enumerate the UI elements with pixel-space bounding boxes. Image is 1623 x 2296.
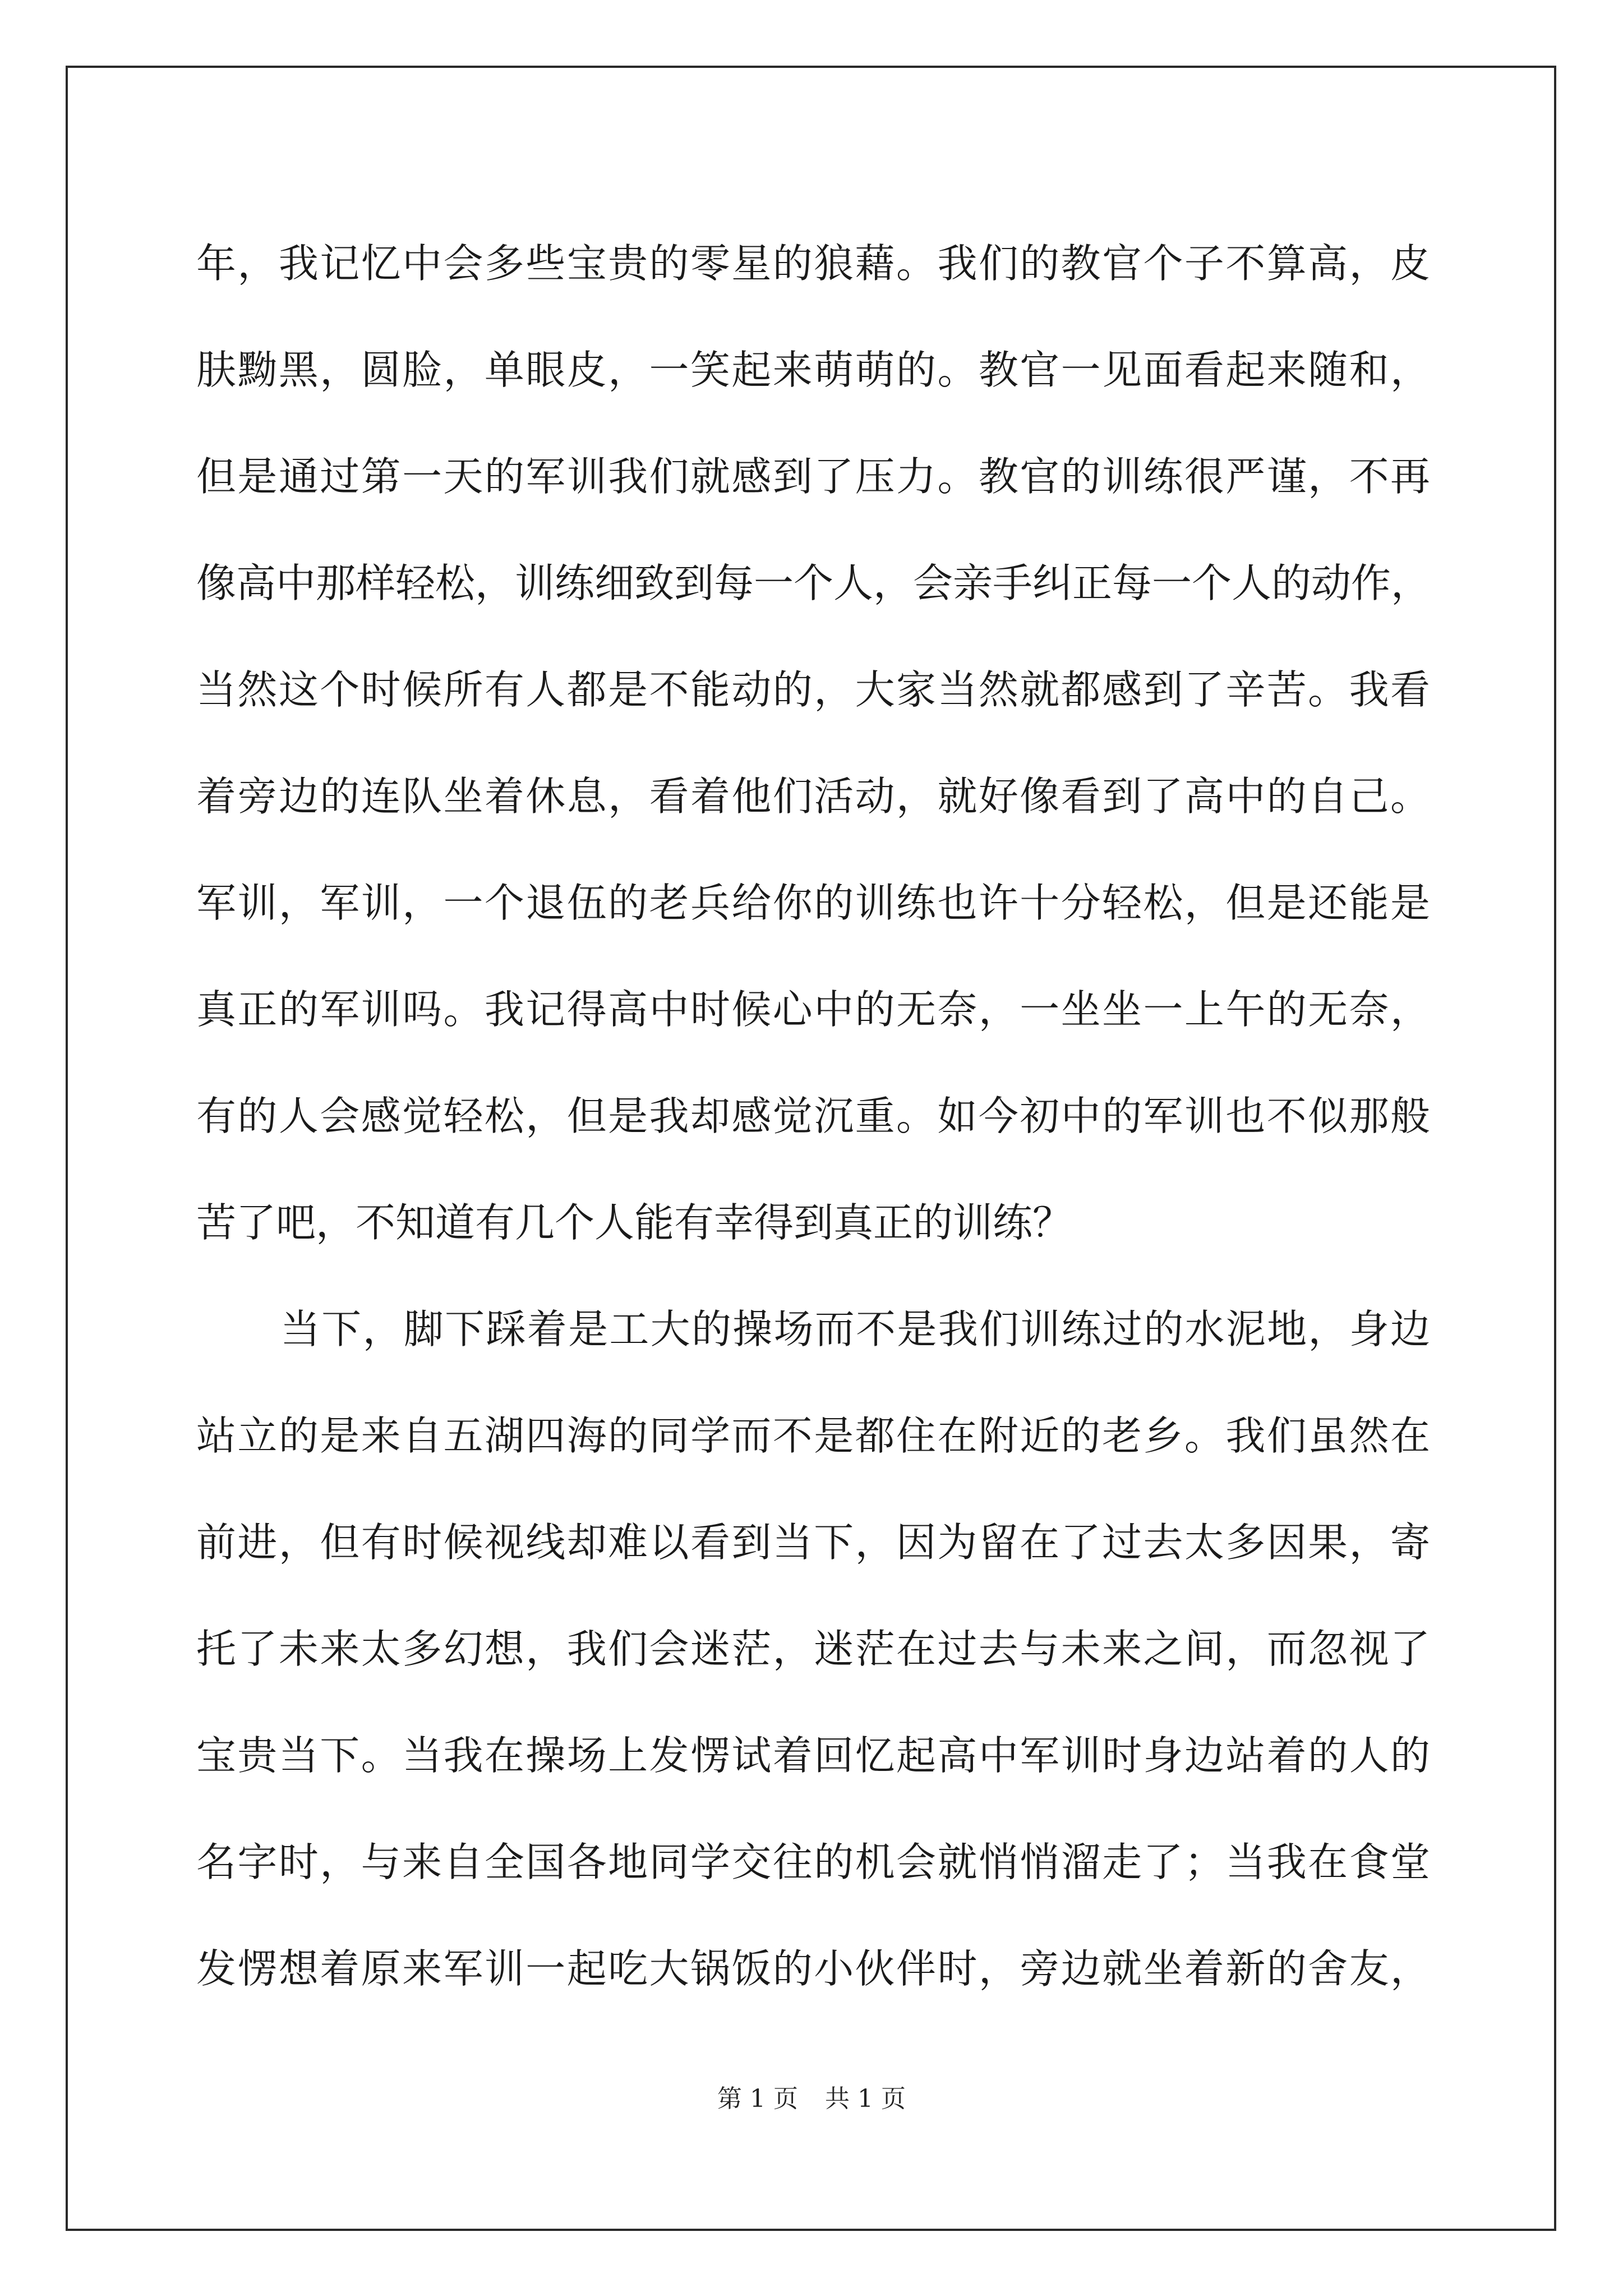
text-line: 当然这个时候所有人都是不能动的，大家当然就都感到了辛苦。我看 (196, 666, 1430, 713)
page-total: 共 1 页 (825, 2085, 906, 2113)
document-body (196, 210, 1430, 2022)
text-line: 肤黝黑，圆脸，单眼皮，一笑起来萌萌的。教官一见面看起来随和， (196, 347, 1430, 393)
paragraph-end-line: 苦了吧，不知道有几个人能有幸得到真正的训练？ (196, 1199, 1073, 1246)
text-line: 发愣想着原来军训一起吃大锅饭的小伙伴时，旁边就坐着新的舍友， (196, 1945, 1430, 1992)
text-line: 有的人会感觉轻松，但是我却感觉沉重。如今初中的军训也不似那般 (196, 1093, 1430, 1139)
text-line: 站立的是来自五湖四海的同学而不是都住在附近的老乡。我们虽然在 (196, 1412, 1430, 1459)
text-line: 真正的军训吗。我记得高中时候心中的无奈，一坐坐一上午的无奈， (196, 986, 1430, 1033)
text-line: 军训，军训，一个退伍的老兵给你的训练也许十分轻松，但是还能是 (196, 880, 1430, 926)
paragraph-start-line: 当下，脚下踩着是工大的操场而不是我们训练过的水泥地，身边 (280, 1306, 1430, 1352)
text-line: 着旁边的连队坐着休息，看着他们活动，就好像看到了高中的自己。 (196, 773, 1430, 820)
page-number: 第 1 页 (717, 2085, 798, 2113)
page-footer (0, 2078, 1623, 2114)
text-line: 托了未来太多幻想，我们会迷茫，迷茫在过去与未来之间，而忽视了 (196, 1626, 1430, 1672)
text-line: 前进，但有时候视线却难以看到当下，因为留在了过去太多因果，寄 (196, 1519, 1430, 1566)
text-line: 但是通过第一天的军训我们就感到了压力。教官的训练很严谨，不再 (196, 453, 1430, 500)
text-line: 名字时，与来自全国各地同学交往的机会就悄悄溜走了；当我在食堂 (196, 1839, 1430, 1885)
text-line: 年，我记忆中会多些宝贵的零星的狼藉。我们的教官个子不算高，皮 (196, 240, 1430, 287)
text-line: 像高中那样轻松，训练细致到每一个人，会亲手纠正每一个人的动作， (196, 560, 1431, 606)
text-line: 宝贵当下。当我在操场上发愣试着回忆起高中军训时身边站着的人的 (196, 1732, 1430, 1779)
